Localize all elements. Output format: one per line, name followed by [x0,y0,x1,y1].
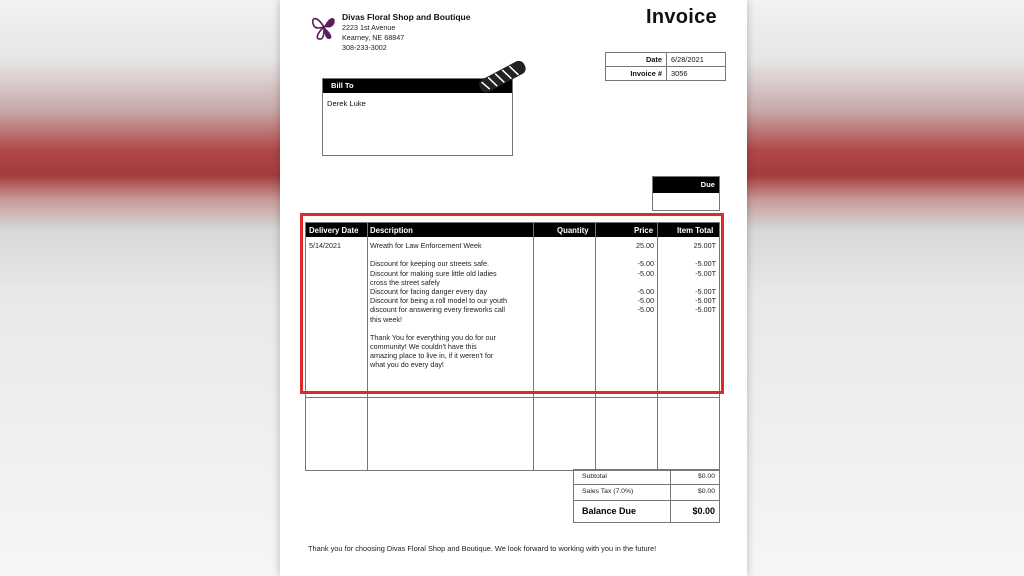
totals-divider [670,470,671,522]
background-right [748,0,1024,576]
paid-stamp-icon [472,58,532,98]
description-line: Thank You for everything you do for our [370,332,496,342]
header-quantity: Quantity [557,226,589,235]
description-line: Discount for facing danger every day [370,286,488,296]
shop-phone: 308-233-3002 [342,43,387,52]
totals-row-divider [574,484,719,485]
description-line: discount for answering every fireworks call [370,305,506,315]
date-label: Date [606,53,667,67]
price-line: -5.00 [637,286,654,296]
invoice-number-label: Invoice # [606,67,667,81]
bill-to-label: Bill To [323,79,512,93]
price-line: -5.00 [637,259,654,269]
background-left [0,0,280,576]
description-line: this week! [370,314,402,324]
item-total-line: -5.00T [695,268,716,278]
bill-to-name: Derek Luke [327,99,366,108]
subtotal-label: Subtotal [582,473,607,480]
totals-row-divider [574,500,719,501]
subtotal-value: $0.00 [697,473,715,480]
shop-address-line2: Kearney, NE 68847 [342,33,405,42]
due-box [652,176,720,211]
balance-due-value: $0.00 [692,506,715,516]
delivery-date-cell: 5/14/2021 [309,241,341,250]
sales-tax-label: Sales Tax (7.0%) [582,488,634,495]
description-line: Discount for making sure little old ladies [370,268,497,278]
description-line: cross the street safely [370,277,440,287]
sales-tax-value: $0.00 [697,488,715,495]
balance-due-label: Balance Due [582,506,637,516]
item-total-line: -5.00T [695,286,716,296]
shop-address-line1: 2223 1st Avenue [342,23,396,32]
header-description: Description [370,226,413,235]
highlight-box [300,213,724,394]
price-line: -5.00 [637,268,654,278]
shop-name: Divas Floral Shop and Boutique [342,12,471,22]
due-value [653,193,719,197]
row-divider [306,397,719,398]
date-value: 6/28/2021 [667,53,726,67]
description-line: Wreath for Law Enforcement Week [370,241,482,250]
price-line: 25.00 [636,241,654,250]
price-line: -5.00 [637,305,654,315]
description-line: Discount for keeping our streets safe. [370,259,490,269]
description-line: Discount for being a roll model to our youth [370,296,508,306]
price-line: -5.00 [637,296,654,306]
item-total-line: 25.00T [693,241,716,250]
item-total-line: -5.00T [695,296,716,306]
description-line: community! We couldn't have this [370,342,477,352]
header-delivery-date: Delivery Date [309,226,359,235]
header-item-total: Item Total [677,226,714,235]
invoice-title: Invoice [645,6,717,28]
description-line: amazing place to live in, if it weren't for [370,351,494,361]
totals-box [573,469,720,523]
invoice-meta-table [605,52,726,81]
description-line: what you do every day! [370,360,444,370]
footer-text: Thank you for choosing Divas Floral Shop and Boutique. We look forward to working with you in the future! [308,544,657,553]
header-price: Price [634,226,654,235]
item-total-line: -5.00T [695,259,716,269]
invoice-page [280,0,747,576]
butterfly-logo-icon [310,12,338,42]
invoice-number-value: 3056 [667,67,726,81]
due-label: Due [653,177,719,193]
item-total-line: -5.00T [695,305,716,315]
